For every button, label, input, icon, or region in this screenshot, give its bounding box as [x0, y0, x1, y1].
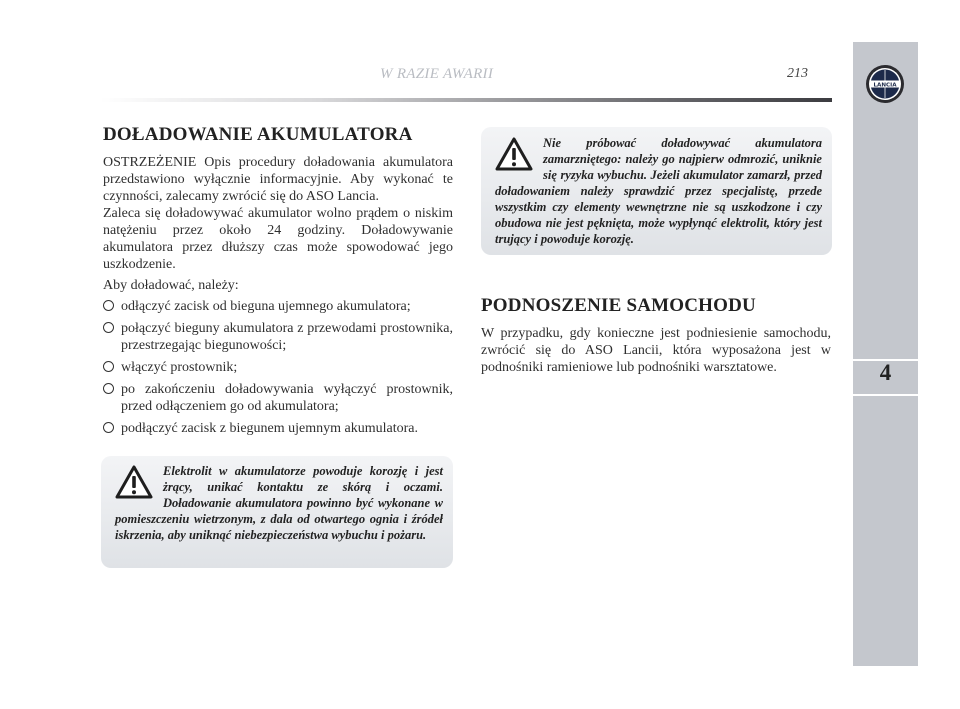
bullet-icon — [103, 422, 114, 433]
vehicle-lifting-text: W przypadku, gdy konieczne jest podniesienie samochodu, zwrócić się do ASO Lancii, która wyposażona jest w podnośniki ramieniowe lub podnośniki warsztatowe. — [481, 326, 831, 375]
frozen-battery-warning-text: Nie próbować doładowywać akumulatora zamarzniętego: należy go najpierw odmrozić, uniknie się ryzyka wybuchu. Jeżeli akumulator zamarzł, przed doładowaniem należy sprawdzić przez specjalistę, przede wszystkim czy elementy wewnętrzne nie są uszkodzone i czy obudowa nie jest pęknięta, może wypłynąć elektrolit, który jest trujący i powoduje korozję. — [495, 136, 822, 246]
electrolyte-warning-text: Elektrolit w akumulatorze powoduje korozję i jest żrący, unikać kontaktu ze skórą i oczami. Doładowanie akumulatora powinno być wykonane w pomieszczeniu wietrzonym, z dala od otwartego ognia i źródeł iskrzenia, aby uniknąć niebezpieczeństwa wybuchu i pożaru. — [115, 464, 443, 542]
right-column — [481, 295, 831, 376]
tab-divider-bottom — [853, 394, 918, 396]
lancia-logo-icon — [865, 64, 905, 104]
list-item: włączyć prostownik; — [103, 359, 453, 376]
warning-triangle-icon — [495, 137, 533, 171]
electrolyte-warning-box — [101, 456, 453, 568]
chapter-number: 4 — [879, 360, 892, 385]
left-column — [103, 124, 453, 442]
running-header-title: W RAZIE AWARII — [380, 66, 494, 82]
logo-lettering: LANCIA — [873, 82, 897, 89]
bullet-icon — [103, 322, 114, 333]
frozen-battery-warning-box — [481, 127, 832, 255]
charging-intro-advice: Zaleca się doładowywać akumulator wolno prądem o niskim natężeniu przez około 24 godziny. Doładowywanie akumulatora przez dłuższy czas może spowodować jego uszkodzenie. — [103, 206, 453, 272]
warning-triangle-icon — [115, 465, 153, 499]
bullet-icon — [103, 383, 114, 394]
list-item: odłączyć zacisk od bieguna ujemnego akumulatora; — [103, 298, 453, 315]
chapter-side-tab — [853, 42, 918, 666]
header-rule — [100, 98, 832, 102]
list-item: po zakończeniu doładowywania wyłączyć prostownik, przed odłączeniem go od akumulatora; — [103, 381, 453, 415]
battery-charging-heading: DOŁADOWANIE AKUMULATORA — [103, 124, 413, 145]
bullet-icon — [103, 300, 114, 311]
vehicle-lifting-heading: PODNOSZENIE SAMOCHODU — [481, 295, 756, 316]
charging-steps-intro: Aby doładować, należy: — [103, 278, 239, 293]
list-item: połączyć bieguny akumulatora z przewodami prostownika, przestrzegając biegunowości; — [103, 320, 453, 354]
list-item: podłączyć zacisk z biegunem ujemnym akumulatora. — [103, 420, 453, 437]
charging-steps-list — [103, 298, 453, 437]
page-number: 213 — [787, 66, 808, 81]
charging-intro-warning: OSTRZEŻENIE Opis procedury doładowania akumulatora przedstawiono wyłącznie informacyjnie. Aby wykonać te czynności, zalecamy zwrócić się do ASO Lancia. — [103, 155, 453, 204]
bullet-icon — [103, 361, 114, 372]
